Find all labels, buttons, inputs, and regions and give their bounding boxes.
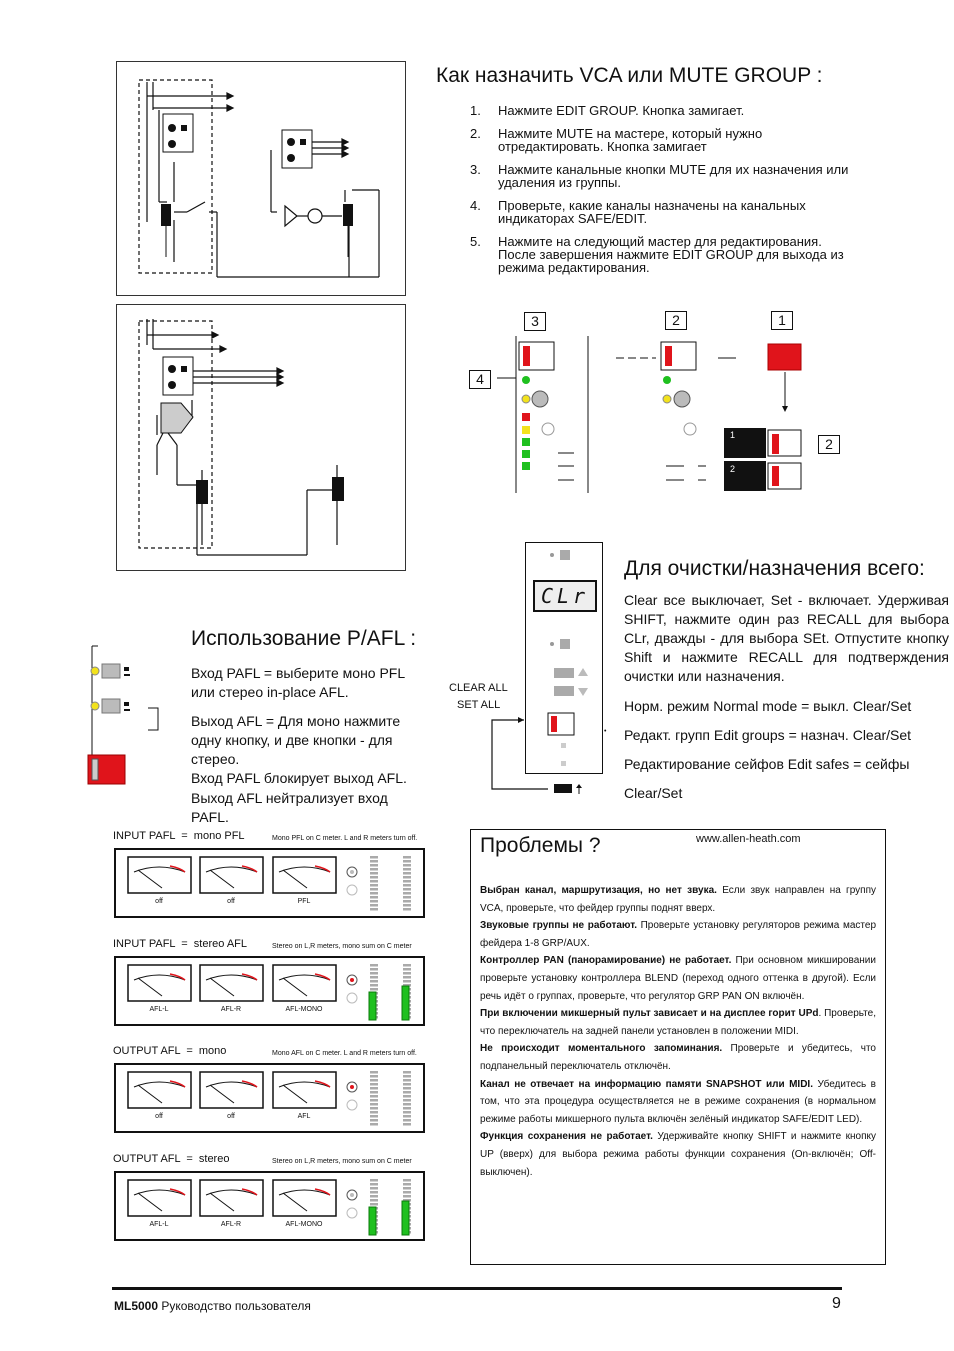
- meter-mode-label: INPUT PAFL = mono PFL: [113, 830, 245, 842]
- clear-mode-safes-cont: Clear/Set: [624, 785, 683, 801]
- meter-segment: [370, 880, 378, 883]
- meter-panel-svg: [116, 850, 423, 916]
- pafl-title: Использование P/AFL :: [191, 627, 417, 650]
- recall-arrow: [486, 715, 607, 795]
- meter-segment: [370, 976, 378, 979]
- meter-segment: [403, 1091, 411, 1094]
- footer-manual: Руководство пользователя: [158, 1299, 311, 1313]
- vu-meter: [128, 857, 191, 893]
- meter-segment: [370, 1119, 378, 1122]
- meter-segment: [370, 1091, 378, 1094]
- meter-segment: [370, 876, 378, 879]
- meter-segment: [370, 968, 378, 971]
- vu-meter: [128, 965, 191, 1001]
- meter-panel-svg: [116, 958, 423, 1024]
- strip-label-1: 1: [730, 430, 736, 440]
- meter-segment: [370, 1099, 378, 1102]
- vu-meter: [273, 857, 336, 893]
- routing-diagram-mute: [116, 304, 406, 571]
- meter-segment: [370, 980, 378, 983]
- callout-3: 3: [524, 312, 546, 331]
- edit-group-svg: [468, 308, 848, 498]
- meter-segment: [370, 1123, 378, 1126]
- meter-segment: [370, 864, 378, 867]
- vca-step: 1. Нажмите EDIT GROUP. Кнопка замигает.: [470, 103, 745, 118]
- meter-segment: [403, 872, 411, 875]
- meter-segment: [370, 872, 378, 875]
- mute-routing-svg: [117, 305, 405, 570]
- meter-segment: [403, 884, 411, 887]
- strip-label-2: 2: [730, 464, 736, 474]
- meter-mode-note: Mono AFL on C meter. L and R meters turn off.: [272, 1050, 417, 1057]
- vca-title: Как назначить VCA или MUTE GROUP :: [436, 64, 823, 87]
- meter-label: AFL-MONO: [285, 1221, 323, 1228]
- vca-step: 3. Нажмите канальные кнопки MUTE для их назначения или удаления из группы.: [470, 162, 849, 190]
- indicator-led: [347, 993, 357, 1003]
- meter-segment: [370, 1191, 378, 1194]
- page-number: 9: [832, 1295, 841, 1312]
- meter-segment: [370, 868, 378, 871]
- callout-2-right: 2: [818, 435, 840, 454]
- pafl-block-text: Вход PAFL блокирует выход AFL.: [191, 770, 407, 786]
- indicator-led: [347, 1208, 357, 1218]
- vu-meter: [273, 1180, 336, 1216]
- meter-segment: [370, 1187, 378, 1190]
- clear-all-label: CLEAR ALL: [449, 682, 508, 694]
- indicator-led-dot: [350, 978, 354, 982]
- vu-meter: [273, 1072, 336, 1108]
- clear-title: Для очистки/назначения всего:: [624, 557, 925, 580]
- clear-mode-groups: Редакт. групп Edit groups = назнач. Clear/Set: [624, 727, 912, 743]
- meter-segment: [370, 1111, 378, 1114]
- meter-panel-svg: [116, 1173, 423, 1239]
- meter-mode-note: Stereo on L,R meters, mono sum on C meter: [272, 943, 412, 950]
- meter-label: AFL-MONO: [285, 1006, 323, 1013]
- meter-mode-label: INPUT PAFL = stereo AFL: [113, 938, 247, 950]
- meter-level-bar: [402, 1201, 409, 1235]
- meter-segment: [403, 1095, 411, 1098]
- meter-label: off: [227, 1113, 235, 1120]
- meter-label: AFL-R: [220, 1221, 242, 1228]
- vu-meter: [200, 965, 263, 1001]
- meter-segment: [403, 1083, 411, 1086]
- meter-segment: [403, 876, 411, 879]
- vca-routing-svg: [117, 62, 405, 295]
- meter-segment: [403, 1103, 411, 1106]
- meter-segment: [403, 860, 411, 863]
- meter-label: PFL: [297, 898, 311, 905]
- pafl-buttons-illustration: [86, 640, 166, 790]
- meter-segment: [370, 972, 378, 975]
- meter-label: off: [227, 898, 235, 905]
- meter-segment: [370, 964, 378, 967]
- meter-segment: [403, 1115, 411, 1118]
- meter-segment: [403, 904, 411, 907]
- meter-segment: [370, 1203, 378, 1206]
- meter-panel: [114, 956, 425, 1026]
- meter-segment: [370, 896, 378, 899]
- meter-segment: [370, 1179, 378, 1182]
- meter-segment: [403, 964, 411, 967]
- vca-step: 4. Проверьте, какие каналы назначены на канальных индикаторах SAFE/EDIT.: [470, 198, 806, 226]
- meter-segment: [403, 980, 411, 983]
- trouble-item: Функция сохранения не работает. Удерживайте кнопку SHIFT и нажмите кнопку UP (вверх) для выбора режима работы функции сохранения (On-включён; Off-выключен).: [480, 1131, 876, 1178]
- meter-segment: [403, 856, 411, 859]
- meter-segment: [370, 856, 378, 859]
- vu-meter: [128, 1072, 191, 1108]
- indicator-led-dot: [350, 870, 354, 874]
- meter-segment: [370, 1103, 378, 1106]
- meter-segment: [403, 900, 411, 903]
- meter-segment: [403, 888, 411, 891]
- meter-segment: [403, 1195, 411, 1198]
- vu-meter: [200, 857, 263, 893]
- meter-segment: [370, 1083, 378, 1086]
- set-all-label: SET ALL: [457, 699, 501, 711]
- meter-segment: [370, 888, 378, 891]
- trouble-item: Канал не отвечает на информацию памяти SNAPSHOT или MIDI. Убедитесь в том, что эта процедура осуществляется не в режиме сохранения (в нормальном режиме работы микшерного пульта включён зелёный индикатор SAFE/EDIT LED).: [480, 1078, 876, 1125]
- troubleshooting-box: [470, 829, 886, 1265]
- meter-label: AFL-L: [149, 1221, 169, 1228]
- meter-segment: [370, 884, 378, 887]
- vca-step: 2. Нажмите MUTE на мастере, который нужно отредактировать. Кнопка замигает: [470, 126, 763, 154]
- meter-label: AFL: [297, 1113, 311, 1120]
- meter-segment: [403, 1079, 411, 1082]
- meter-segment: [370, 1071, 378, 1074]
- meter-segment: [403, 908, 411, 911]
- clear-body: Clear все выключает, Set - включает. Удерживая SHIFT, нажмите один раз RECALL для выбора CLr, дважды - для выбора SEt. Отпустите кнопку Shift и нажмите RECALL для подтверждения очистки или назначения.: [624, 592, 949, 684]
- meter-level-bar: [402, 986, 409, 1020]
- trouble-item: Выбран канал, маршрутизация, но нет звука. Если звук направлен на группу VCA, проверьте, что фейдер группы поднят вверх.: [480, 885, 876, 914]
- trouble-item: Звуковые группы не работают. Проверьте установку регуляторов режима мастер фейдера 1-8 GRP/AUX.: [480, 920, 876, 949]
- meter-mode-label: OUTPUT AFL = mono: [113, 1045, 227, 1057]
- svg-text:•: •: [604, 728, 607, 735]
- meter-segment: [370, 1087, 378, 1090]
- meter-segment: [403, 864, 411, 867]
- footer-title: [114, 1299, 311, 1313]
- meter-segment: [403, 1087, 411, 1090]
- meter-mode-label: OUTPUT AFL = stereo: [113, 1153, 230, 1165]
- vu-meter: [200, 1180, 263, 1216]
- routing-diagram-vca: [116, 61, 406, 296]
- meter-label: off: [155, 898, 163, 905]
- meter-segment: [370, 900, 378, 903]
- meter-segment: [370, 1195, 378, 1198]
- meter-segment: [403, 1187, 411, 1190]
- pafl-override-text: Выход AFL нейтрализует вход PAFL.: [191, 790, 388, 825]
- meter-segment: [403, 1119, 411, 1122]
- meter-segment: [403, 880, 411, 883]
- meter-segment: [370, 860, 378, 863]
- clr-display-text: CLr: [540, 584, 590, 608]
- meter-mode-note: Stereo on L,R meters, mono sum on C meter: [272, 1158, 412, 1165]
- pafl-output-text: Выход AFL = Для моно нажмите одну кнопку, и две кнопки - для стерео.: [191, 713, 401, 767]
- trouble-item: Контроллер PAN (панорамирование) не работает. При основном микшировании проверьте установку контроллера BLEND (переход одного оттенка в другой). Если речь идёт о группах, проверьте, что регулятор GRP PAN ON включён.: [480, 955, 876, 1002]
- meter-segment: [403, 1107, 411, 1110]
- footer-model: ML5000: [114, 1299, 159, 1313]
- trouble-item: При включении микшерный пульт зависает и на дисплее горит UPd. Проверьте, что переключатель на задней панели установлен в положении MIDI.: [480, 1008, 876, 1037]
- trouble-url: www.allen-heath.com: [696, 833, 801, 845]
- meter-segment: [370, 1115, 378, 1118]
- meter-segment: [403, 1099, 411, 1102]
- meter-panel: [114, 848, 425, 918]
- meter-segment: [370, 1199, 378, 1202]
- meter-segment: [403, 896, 411, 899]
- meter-segment: [370, 904, 378, 907]
- trouble-list: [480, 882, 876, 1181]
- meter-segment: [403, 1179, 411, 1182]
- meter-segment: [370, 1079, 378, 1082]
- meter-panel: [114, 1063, 425, 1133]
- meter-segment: [403, 1075, 411, 1078]
- meter-segment: [403, 1191, 411, 1194]
- vca-steps: [470, 104, 857, 284]
- meter-segment: [403, 976, 411, 979]
- vu-meter: [128, 1180, 191, 1216]
- meter-segment: [370, 1075, 378, 1078]
- vu-meter: [273, 965, 336, 1001]
- clear-mode-safes: Редактирование сейфов Edit safes = сейфы: [624, 756, 910, 772]
- trouble-title: Проблемы ?: [480, 834, 601, 857]
- meter-segment: [403, 1111, 411, 1114]
- meter-segment: [403, 968, 411, 971]
- meter-label: off: [155, 1113, 163, 1120]
- callout-1: 1: [771, 311, 793, 330]
- meter-segment: [403, 1071, 411, 1074]
- meter-segment: [370, 892, 378, 895]
- clr-display: [533, 580, 597, 612]
- meter-level-bar: [369, 1207, 376, 1235]
- meter-segment: [370, 1107, 378, 1110]
- indicator-led-dot: [350, 1193, 354, 1197]
- trouble-item: Не происходит моментального запоминания. Проверьте и убедитесь, что подпанельный переключатель отключён.: [480, 1043, 876, 1072]
- meter-panel: [114, 1171, 425, 1241]
- meter-label: AFL-R: [220, 1006, 242, 1013]
- meter-segment: [403, 868, 411, 871]
- meter-segment: [403, 892, 411, 895]
- footer-rule: [112, 1287, 842, 1290]
- clear-mode-normal: Норм. режим Normal mode = выкл. Clear/Set: [624, 698, 912, 714]
- meter-segment: [370, 908, 378, 911]
- meter-level-bar: [369, 992, 376, 1020]
- meter-panel-svg: [116, 1065, 423, 1131]
- vu-meter: [200, 1072, 263, 1108]
- meter-segment: [403, 1183, 411, 1186]
- meter-segment: [403, 972, 411, 975]
- vca-step: 5. Нажмите на следующий мастер для редактирования. После завершения нажмите EDIT GROUP для выхода из режима редактирования.: [470, 234, 844, 275]
- meter-mode-note: Mono PFL on C meter. L and R meters turn off.: [272, 835, 418, 842]
- indicator-led-dot: [350, 1085, 354, 1089]
- meter-segment: [370, 1095, 378, 1098]
- indicator-led: [347, 885, 357, 895]
- meter-segment: [370, 984, 378, 987]
- meter-segment: [370, 1183, 378, 1186]
- indicator-led: [347, 1100, 357, 1110]
- meter-segment: [403, 1123, 411, 1126]
- callout-2-top: 2: [665, 311, 687, 330]
- meter-label: AFL-L: [149, 1006, 169, 1013]
- callout-4: 4: [469, 370, 491, 389]
- meter-segment: [370, 988, 378, 991]
- edit-group-illustration: [468, 308, 848, 498]
- pafl-input-text: Вход PAFL = выберите моно PFL или стерео in-place AFL.: [191, 665, 405, 700]
